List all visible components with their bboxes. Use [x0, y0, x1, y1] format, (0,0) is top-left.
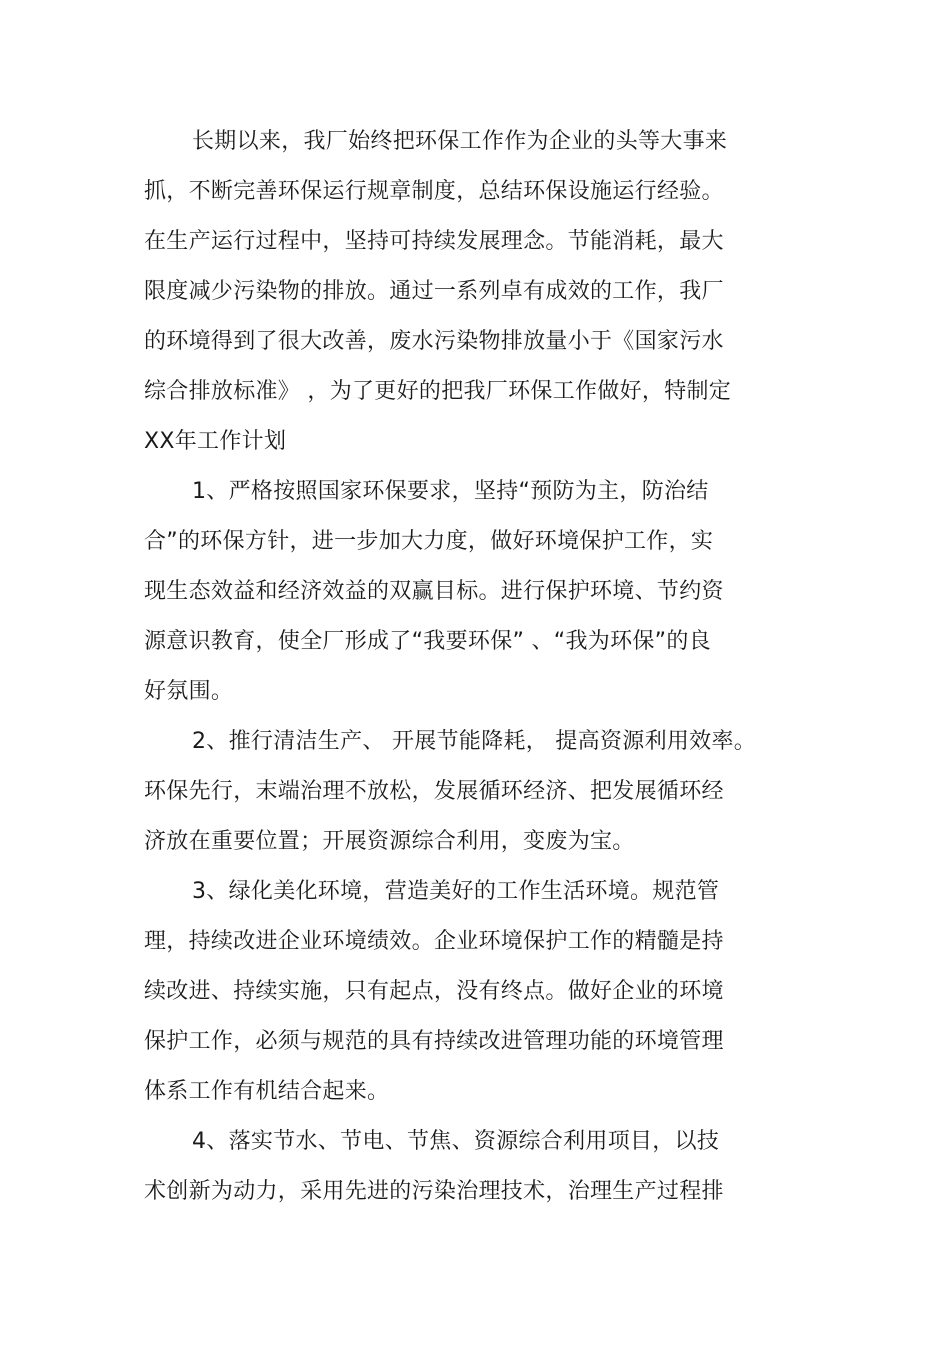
- text-line: 术创新为动力，采用先进的污染治理技术，治理生产过程排: [144, 1179, 724, 1204]
- text-line: 好氛围。: [144, 679, 234, 704]
- text-line: 续改进、持续实施，只有起点，没有终点。做好企业的环境: [144, 979, 724, 1004]
- text-line: 体系工作有机结合起来。: [144, 1079, 390, 1104]
- text-line: 理，持续改进企业环境绩效。企业环境保护工作的精髓是持: [144, 929, 724, 954]
- text-line: XX年工作计划: [144, 429, 287, 454]
- text-line: 长期以来，我厂始终把环保工作作为企业的头等大事来: [192, 129, 728, 154]
- text-line: 的环境得到了很大改善，废水污染物排放量小于《国家污水: [144, 329, 724, 354]
- text-line: 济放在重要位置；开展资源综合利用，变废为宝。: [144, 829, 635, 854]
- text-line: 合”的环保方针，进一步加大力度，做好环境保护工作，实: [144, 529, 714, 554]
- text-line: 抓，不断完善环保运行规章制度，总结环保设施运行经验。: [144, 179, 724, 204]
- text-line: 4、落实节水、节电、节焦、资源综合利用项目，以技: [192, 1129, 720, 1154]
- text-line: 现生态效益和经济效益的双赢目标。进行保护环境、节约资: [144, 579, 724, 604]
- text-line: 环保先行，末端治理不放松，发展循环经济、把发展循环经: [144, 779, 724, 804]
- text-line: 2、推行清洁生产、 开展节能降耗， 提高资源利用效率。: [192, 729, 757, 754]
- text-line: 保护工作，必须与规范的具有持续改进管理功能的环境管理: [144, 1029, 724, 1054]
- text-line: 1、严格按照国家环保要求，坚持“预防为主，防治结: [192, 479, 709, 504]
- text-line: 在生产运行过程中，坚持可持续发展理念。节能消耗，最大: [144, 229, 724, 254]
- text-line: 3、绿化美化环境，营造美好的工作生活环境。规范管: [192, 879, 720, 904]
- text-line: 源意识教育，使全厂形成了“我要环保” 、“我为环保”的良: [144, 629, 711, 654]
- text-line: 限度减少污染物的排放。通过一系列卓有成效的工作，我厂: [144, 279, 724, 304]
- text-line: 综合排放标准》 ，为了更好的把我厂环保工作做好，特制定: [144, 379, 732, 404]
